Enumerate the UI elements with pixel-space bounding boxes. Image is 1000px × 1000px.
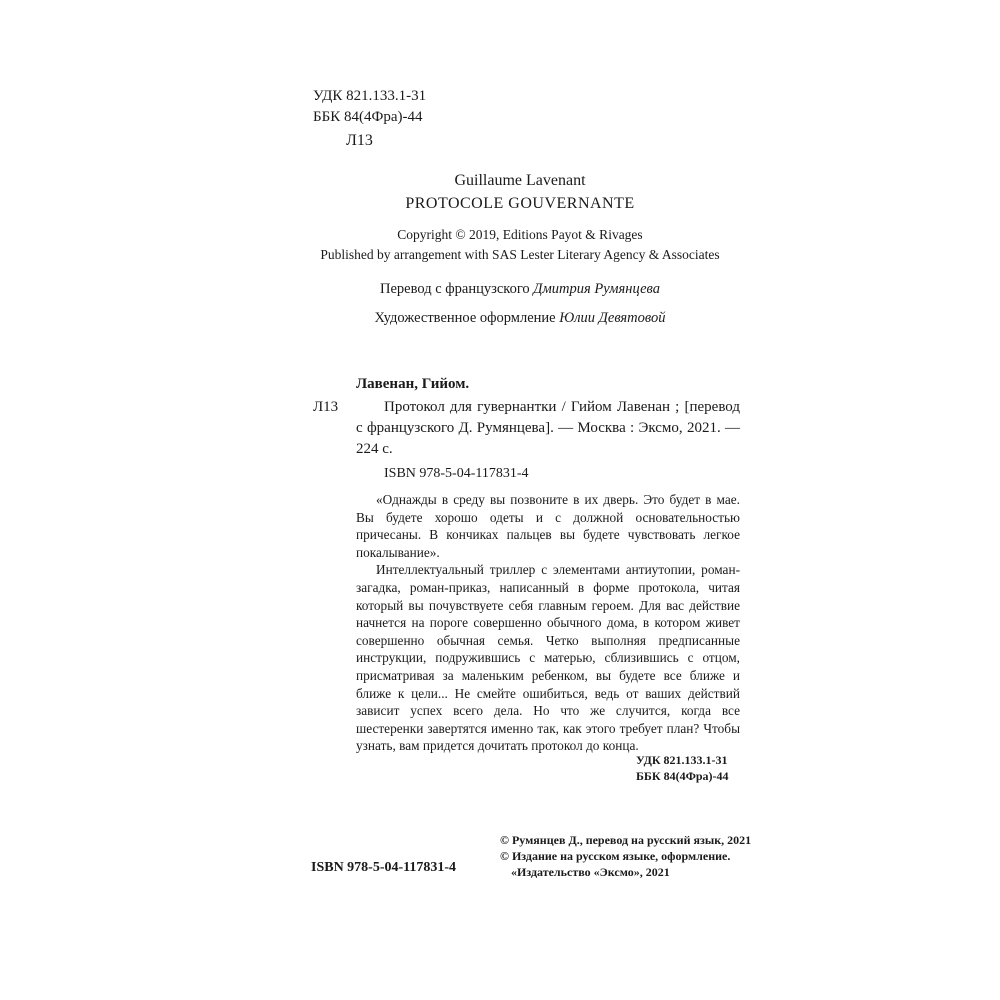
bibliographic-isbn: ISBN 978-5-04-117831-4: [384, 466, 529, 481]
design-label: Художественное оформление: [374, 310, 556, 326]
footer-isbn: ISBN 978-5-04-117831-4: [311, 860, 457, 875]
translation-credit: [300, 281, 740, 298]
udk-top: УДК 821.133.1-31: [313, 88, 427, 104]
udk-bottom: УДК 821.133.1-31: [636, 753, 728, 767]
original-author: Guillaume Lavenant: [454, 172, 586, 189]
bibliographic-description: Протокол для гувернантки / Гийом Лавенан ; [перевод с французского Д. Румянцева]. — Москва : Эксмо, 2021. — 224 с.: [356, 399, 740, 457]
annotation-quote: «Однажды в среду вы позвоните в их дверь. Это будет в мае. Вы будете хорошо одеты и с должной основательностью причесаны. В кончиках пальцев вы будете чувствовать легкое покалывание».: [356, 492, 740, 560]
footer-copyright-edition-line1: © Издание на русском языке, оформление.: [500, 849, 731, 863]
original-title: PROTOCOLE GOUVERNANTE: [405, 195, 635, 212]
bbk-top: ББК 84(4Фра)-44: [313, 109, 423, 125]
footer-copyright-edition-line2: «Издательство «Эксмо», 2021: [511, 865, 670, 879]
annotation: [356, 491, 740, 755]
bbk-bottom: ББК 84(4Фра)-44: [636, 769, 729, 783]
designer-name: Юлии Девятовой: [559, 310, 666, 326]
original-copyright: Copyright © 2019, Editions Payot & Rivages: [397, 227, 643, 242]
design-credit: [300, 310, 740, 327]
annotation-body: Интеллектуальный триллер с элементами антиутопии, роман-загадка, роман-приказ, написанный в форме протокола, читая который вы почувствуете себя главным героем. Для вас действие начнется на пороге совершенно обычного дома, в котором живет совершенно обычная семья. Четко выполняя предписанные инструкции, подружившись с матерью, сблизившись с отцом, присматривая за маленьким ребенком, вы будете все ближе и ближе к цели... Не смейте ошибиться, ведь от ваших действий зависит успех всего дела. Но что же случится, когда все шестеренки завертятся именно так, как этого требует план? Чтобы узнать, вам придется дочитать протокол до конца.: [356, 562, 740, 754]
bibliographic-heading: Лавенан, Гийом.: [356, 376, 470, 392]
footer-copyright-translation: © Румянцев Д., перевод на русский язык, 2021: [500, 833, 752, 847]
bibliographic-sign: Л13: [313, 399, 339, 415]
original-publication-note: Published by arrangement with SAS Lester Literary Agency & Associates: [320, 247, 720, 262]
translation-label: Перевод с французского: [380, 281, 530, 297]
translator-name: Дмитрия Румянцева: [533, 281, 660, 297]
author-sign-top: Л13: [346, 132, 373, 149]
